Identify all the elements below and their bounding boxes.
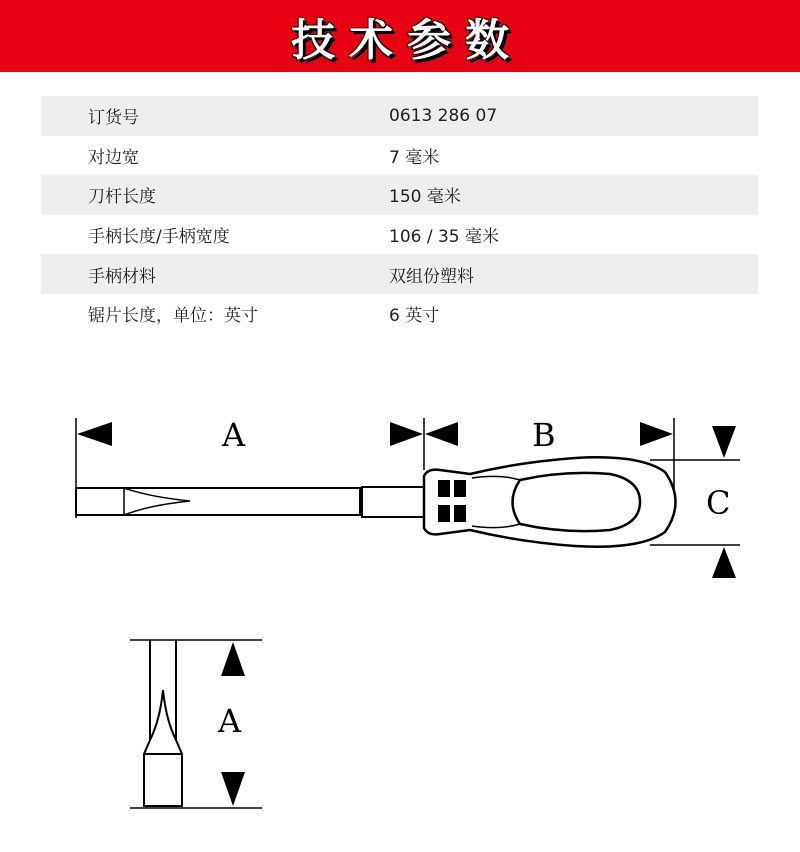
handle-contour bbox=[472, 524, 520, 528]
spec-label: 刀杆长度 bbox=[41, 175, 389, 215]
spec-value: 150 毫米 bbox=[389, 175, 758, 215]
spec-row-width-across-flats bbox=[41, 136, 758, 176]
screwdriver-dimension-diagram bbox=[0, 380, 800, 850]
spec-label: 对边宽 bbox=[88, 147, 139, 168]
tip-dimension-label-a: A bbox=[218, 702, 242, 740]
spec-value: 7 毫米 bbox=[389, 147, 440, 168]
spec-row-shaft-length bbox=[41, 175, 758, 215]
arrow-down-icon bbox=[221, 772, 245, 806]
blade-tip-taper bbox=[124, 488, 190, 515]
spec-row-handle-material bbox=[41, 254, 758, 294]
spec-value: 0613 286 07 bbox=[389, 96, 758, 136]
spec-label: 锯片长度，单位：英寸 bbox=[88, 306, 258, 327]
spec-label: 订货号 bbox=[41, 96, 389, 136]
spec-value: 6 英寸 bbox=[389, 306, 440, 327]
shaft-collar bbox=[362, 487, 424, 517]
arrow-right-icon bbox=[640, 422, 673, 446]
arrow-up-icon bbox=[221, 642, 245, 676]
dimension-label-a: A bbox=[222, 416, 246, 454]
arrow-left-icon bbox=[425, 422, 458, 446]
spec-row-blade-length bbox=[41, 294, 758, 334]
blade-tip-taper bbox=[150, 690, 176, 740]
page-title: 技术参数 bbox=[291, 15, 523, 66]
brand-logo-icon bbox=[438, 480, 466, 522]
handle-contour bbox=[472, 476, 520, 480]
spec-label: 手柄材料 bbox=[41, 254, 389, 294]
handle-grip-insert bbox=[513, 473, 641, 531]
dimension-label-b: B bbox=[532, 416, 556, 454]
dimension-label-c: C bbox=[706, 484, 731, 522]
spec-row-order-number bbox=[41, 96, 758, 136]
arrow-right-icon bbox=[390, 422, 423, 446]
spec-row-handle-dimensions bbox=[41, 215, 758, 255]
arrow-up-icon bbox=[712, 547, 736, 578]
blade-shaft bbox=[76, 488, 360, 515]
arrow-left-icon bbox=[77, 422, 112, 446]
spec-table bbox=[41, 96, 758, 334]
spec-label: 手柄长度/手柄宽度 bbox=[88, 227, 230, 248]
header-banner bbox=[0, 0, 800, 72]
spec-value: 双组份塑料 bbox=[389, 254, 758, 294]
blade-tip-front-view bbox=[130, 640, 262, 808]
arrow-down-icon bbox=[712, 426, 736, 458]
spec-value: 106 / 35 毫米 bbox=[389, 227, 500, 248]
blade-profile bbox=[144, 640, 182, 806]
